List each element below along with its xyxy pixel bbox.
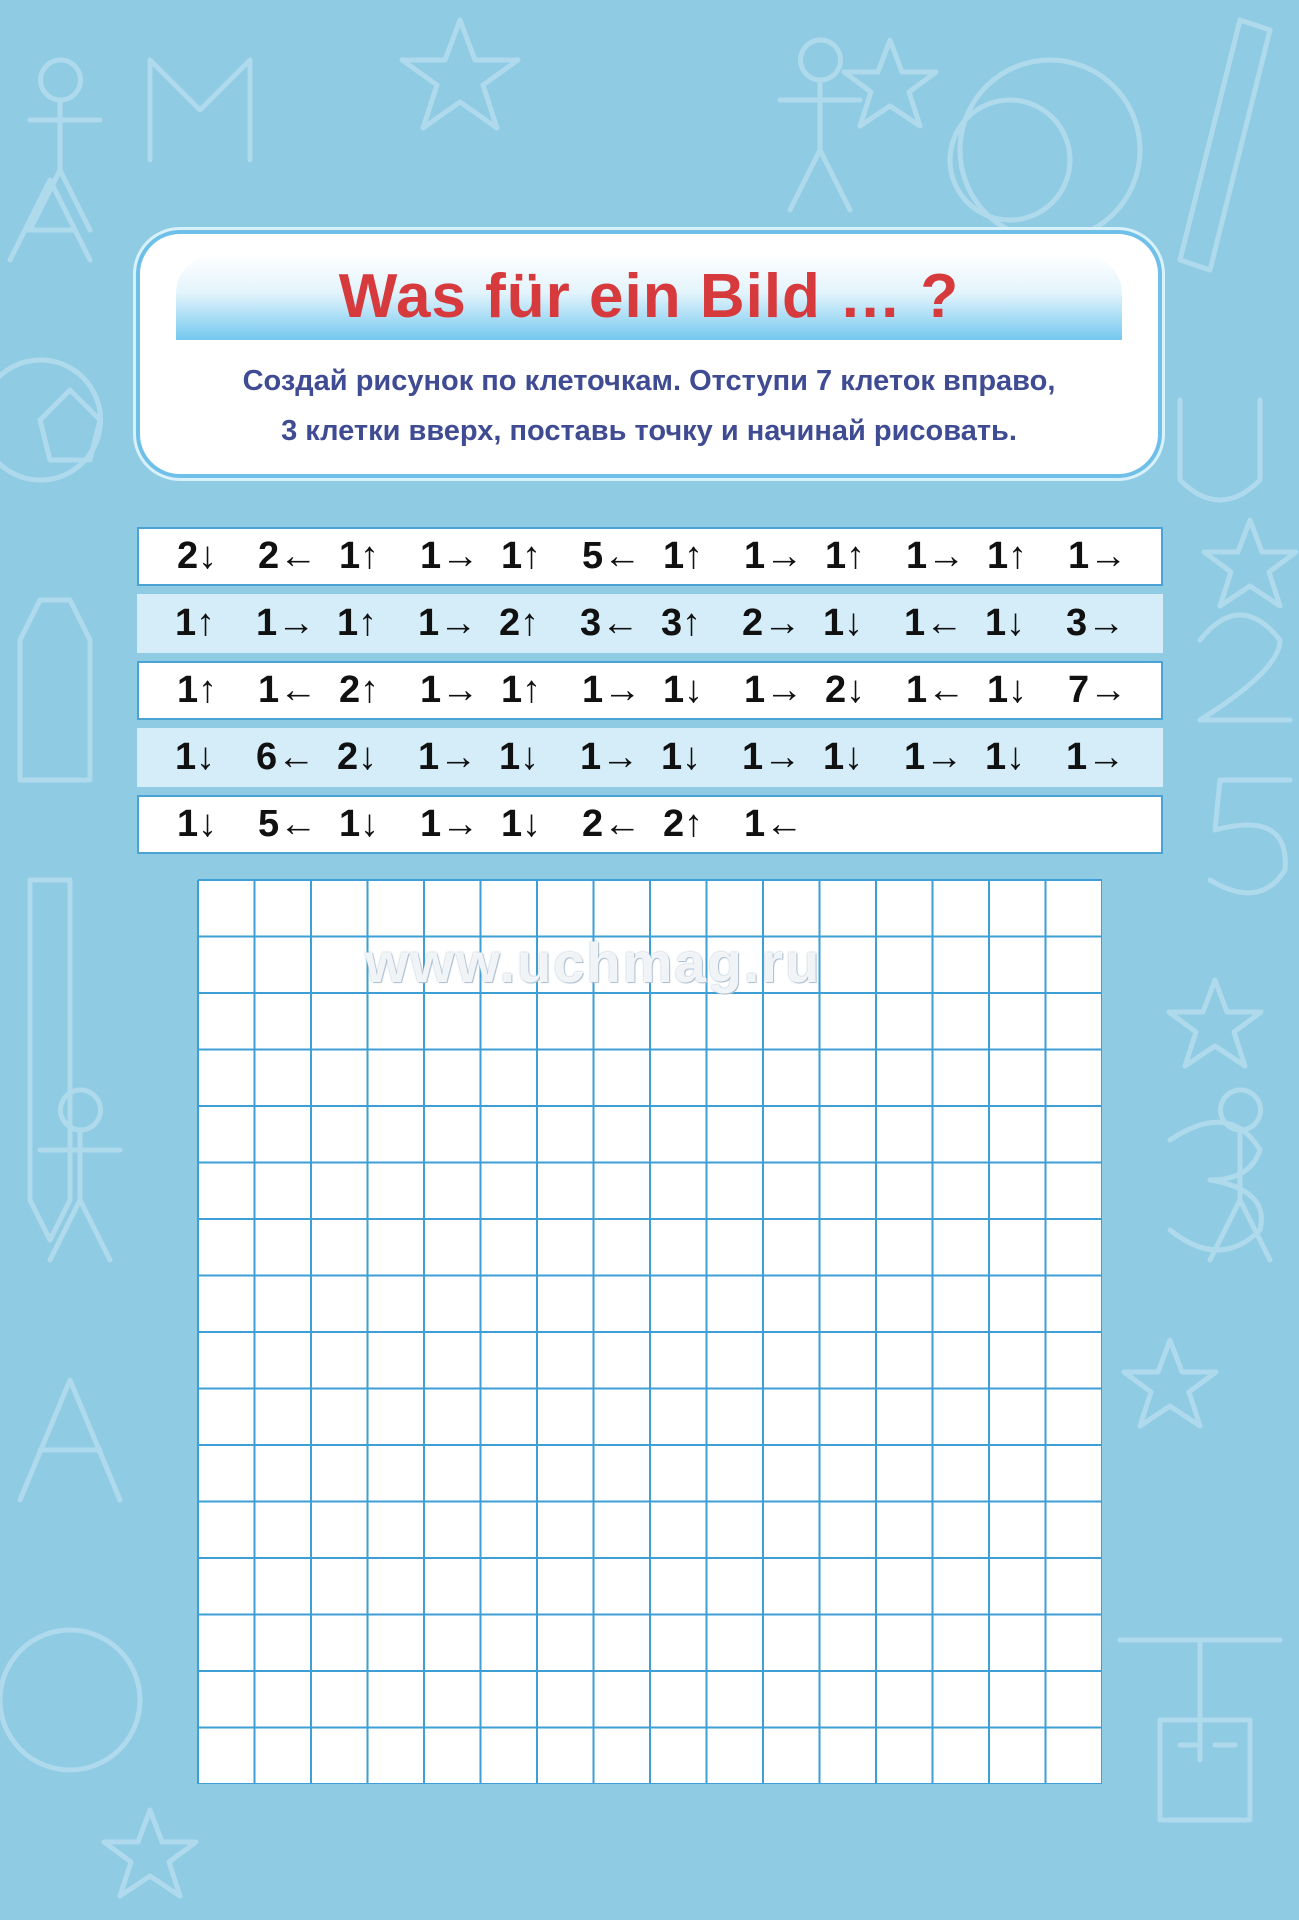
step-cell: 2↑ xyxy=(663,803,704,845)
steps-table xyxy=(137,527,1163,855)
step-cell: 1↓ xyxy=(661,736,702,778)
pencil-icon xyxy=(30,880,70,1240)
instruction-card xyxy=(136,230,1162,478)
step-cell: 6← xyxy=(256,736,316,778)
step-cell: 1↓ xyxy=(339,803,380,845)
step-cell: 1↑ xyxy=(663,535,704,577)
step-cell: 1→ xyxy=(420,535,480,577)
step-cell: 1→ xyxy=(582,669,642,711)
step-cell: 1↓ xyxy=(663,669,704,711)
step-cell: 1↑ xyxy=(337,602,378,644)
step-cell: 1→ xyxy=(1068,535,1128,577)
star-icon xyxy=(844,40,936,126)
step-cell: 1↑ xyxy=(987,535,1028,577)
step-cell: 2↓ xyxy=(337,736,378,778)
step-cell: 7→ xyxy=(1068,669,1128,711)
instruction-line: 3 клетки вверх, поставь точку и начинай рисовать. xyxy=(281,415,1017,447)
step-cell: 1← xyxy=(258,669,318,711)
drawing-grid[interactable] xyxy=(196,878,1102,1784)
watermark: www.uchmag.ru xyxy=(365,931,822,994)
step-cell: 1→ xyxy=(744,669,804,711)
stick-figure-icon xyxy=(1210,1090,1270,1260)
step-cell: 5← xyxy=(258,803,318,845)
steps-row xyxy=(137,594,1163,653)
step-cell: 1→ xyxy=(256,602,316,644)
step-cell: 1→ xyxy=(744,535,804,577)
ball-icon xyxy=(0,1630,140,1770)
digit-3-icon xyxy=(1170,1122,1261,1250)
star-icon xyxy=(402,20,518,128)
step-cell: 1↓ xyxy=(177,803,218,845)
grid-lines[interactable] xyxy=(196,878,1102,1784)
step-cell: 1↑ xyxy=(175,602,216,644)
step-cell: 1← xyxy=(906,669,966,711)
step-cell: 1↑ xyxy=(501,535,542,577)
step-cell: 1→ xyxy=(420,669,480,711)
step-cell: 2← xyxy=(582,803,642,845)
pencil-icon xyxy=(1180,20,1270,270)
letter-m-icon xyxy=(150,60,250,160)
digit-2-icon xyxy=(1200,615,1290,720)
letter-t-icon xyxy=(1120,1640,1280,1760)
digit-5-icon xyxy=(1210,780,1290,893)
steps-row xyxy=(137,795,1163,854)
step-cell: 1→ xyxy=(742,736,802,778)
step-cell: 2↓ xyxy=(825,669,866,711)
stick-figure-icon xyxy=(780,40,860,210)
soccer-ball-icon xyxy=(0,360,101,480)
star-icon xyxy=(104,1810,196,1896)
step-cell: 1← xyxy=(904,602,964,644)
step-cell: 1↓ xyxy=(823,736,864,778)
star-icon xyxy=(1204,520,1296,606)
star-icon xyxy=(1124,1340,1216,1426)
step-cell: 1↑ xyxy=(501,669,542,711)
step-cell: 3→ xyxy=(1066,602,1126,644)
step-cell: 3↑ xyxy=(661,602,702,644)
steps-row xyxy=(137,527,1163,586)
steps-row xyxy=(137,728,1163,787)
step-cell: 1→ xyxy=(906,535,966,577)
page-title: Was für ein Bild … ? xyxy=(338,262,960,331)
step-cell: 1← xyxy=(744,803,804,845)
step-cell: 1→ xyxy=(420,803,480,845)
step-cell: 2← xyxy=(258,535,318,577)
step-cell: 5← xyxy=(582,535,642,577)
step-cell: 1↓ xyxy=(175,736,216,778)
step-cell: 1↑ xyxy=(825,535,866,577)
bottle-icon xyxy=(20,600,90,780)
step-cell: 1→ xyxy=(418,736,478,778)
title-band xyxy=(176,254,1122,340)
step-cell: 1↓ xyxy=(499,736,540,778)
step-cell: 2↑ xyxy=(339,669,380,711)
star-icon xyxy=(1169,980,1261,1066)
step-cell: 1↓ xyxy=(985,602,1026,644)
step-cell: 1↓ xyxy=(501,803,542,845)
step-cell: 2↓ xyxy=(177,535,218,577)
step-cell: 1↓ xyxy=(985,736,1026,778)
step-cell: 1↑ xyxy=(177,669,218,711)
instruction-line: Создай рисунок по клеточкам. Отступи 7 клеток вправо, xyxy=(242,365,1056,397)
step-cell: 1→ xyxy=(418,602,478,644)
step-cell: 1↓ xyxy=(823,602,864,644)
step-cell: 1→ xyxy=(1066,736,1126,778)
step-cell: 1↓ xyxy=(987,669,1028,711)
step-cell: 2↑ xyxy=(499,602,540,644)
step-cell: 1↑ xyxy=(339,535,380,577)
step-cell: 2→ xyxy=(742,602,802,644)
step-cell: 1→ xyxy=(904,736,964,778)
letter-a-icon xyxy=(20,1380,120,1500)
step-cell: 1→ xyxy=(580,736,640,778)
sun-icon xyxy=(960,60,1140,240)
steps-row xyxy=(137,661,1163,720)
robot-icon xyxy=(1160,1720,1250,1820)
letter-u-icon xyxy=(1180,400,1260,500)
instructions xyxy=(160,356,1138,456)
step-cell: 3← xyxy=(580,602,640,644)
